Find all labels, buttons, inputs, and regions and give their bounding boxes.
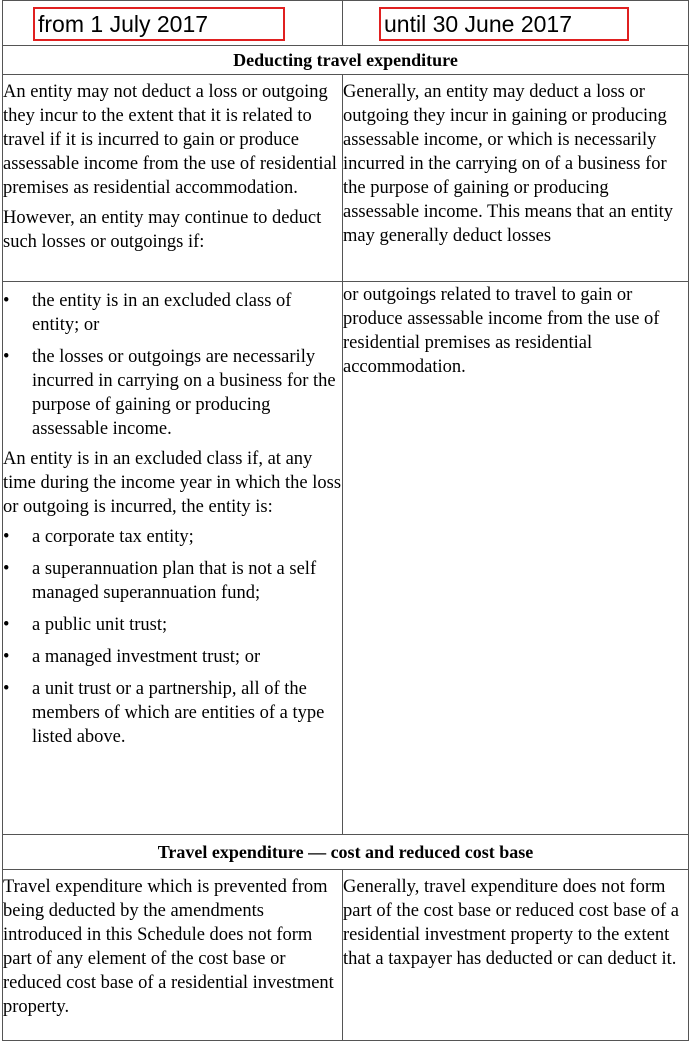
section-heading-deducting-travel: Deducting travel expenditure [3,46,689,75]
paragraph: An entity is in an excluded class if, at any time during the income year in which the loss or outgoing is incurred, the entity is: [3,449,342,517]
right-column-header [343,1,689,46]
right-cell [343,282,689,835]
until-date-label: until 30 June 2017 [379,7,629,41]
table-row [3,75,689,282]
list-item: • a corporate tax entity; [3,527,194,547]
list-item: • the losses or outgoings are necessarily incurred in carrying on a business for the purpose of gaining or producing assessable income. [3,347,336,439]
list-item: • the entity is in an excluded class of entity; or [3,291,292,335]
right-cell [343,870,689,1041]
paragraph: However, an entity may continue to deduct such losses or outgoings if: [3,208,322,252]
paragraph: or outgoings related to travel to gain or produce assessable income from the use of residential premises as residential accommodation. [343,285,660,377]
paragraph: Travel expenditure which is prevented from being deducted by the amendments introduced in this Schedule does not form part of any element of the cost base or reduced cost base of a residential investment property. [3,877,334,1017]
section-heading-row [3,46,689,75]
right-cell [343,75,689,282]
paragraph: An entity may not deduct a loss or outgoing they incur to the extent that it is related to travel if it is incurred to gain or produce assessable income from the use of residential premises as residential accommodation. [3,82,337,198]
section-heading-row [3,835,689,870]
column-header-row [3,1,689,46]
list-item: • a public unit trust; [3,615,168,635]
table-row [3,282,689,835]
comparison-table [2,0,689,1041]
list-item: • a unit trust or a partnership, all of the members of which are entities of a type listed above. [3,679,325,747]
bullet-list [3,289,342,441]
left-cell [3,870,343,1041]
section-heading-travel-cost-base: Travel expenditure — cost and reduced cost base [3,835,689,870]
left-cell [3,282,343,835]
bullet-list [3,525,342,749]
left-column-header [3,1,343,46]
table-row [3,870,689,1041]
left-cell [3,75,343,282]
paragraph: Generally, travel expenditure does not form part of the cost base or reduced cost base of a residential investment property to the extent that a taxpayer has deducted or can deduct it. [343,877,679,969]
from-date-label: from 1 July 2017 [33,7,285,41]
paragraph: Generally, an entity may deduct a loss or outgoing they incur in gaining or producing assessable income, or which is necessarily incurred in the carrying on of a business for the purpose of gaining or producing assessable income. This means that an entity may generally deduct losses [343,82,674,246]
list-item: • a superannuation plan that is not a self managed superannuation fund; [3,559,317,603]
list-item: • a managed investment trust; or [3,647,261,667]
